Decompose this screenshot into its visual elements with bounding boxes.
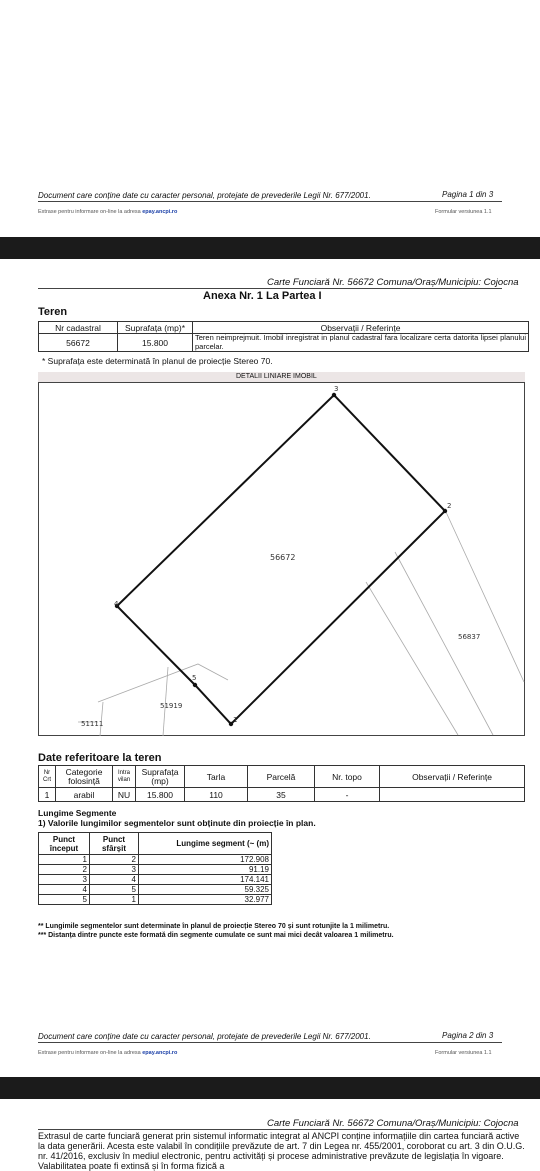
segment-start: 4 [39, 885, 90, 895]
vertex-label-4: 4 [114, 600, 119, 608]
page2-header-rule [38, 288, 502, 289]
segment-length: 32.977 [139, 895, 272, 905]
teren-header-suprafata: Suprafața (mp)* [118, 322, 193, 334]
date-header-tarla: Tarla [185, 766, 248, 788]
segment-end: 3 [90, 865, 139, 875]
page1-footer-right: Pagina 1 din 3 [442, 190, 494, 199]
date-cell-intravilan: NU [113, 788, 136, 802]
table-row [39, 855, 272, 865]
vertex-label-2: 2 [447, 502, 452, 510]
note-segments-2: *** Distanța dintre puncte este formată din segmente cumulate ce sunt mai mici decât valoarea 1 milimetru. [38, 932, 394, 939]
date-cell-parcela: 35 [248, 788, 315, 802]
page1-footer-rule [38, 201, 502, 202]
segment-end: 5 [90, 885, 139, 895]
page1-footer-left: Document care conține date cu caracter personal, protejate de prevederile Legii Nr. 677/2001. [38, 191, 371, 200]
date-header-intravilan: Intra vilan [113, 766, 136, 788]
date-cell-suprafata: 15.800 [136, 788, 185, 802]
annex-title: Anexa Nr. 1 La Partea I [203, 290, 322, 302]
date-header-observatii: Observații / Referințe [380, 766, 525, 788]
sub-prefix: Extrase pentru informare on-line la adresa [38, 209, 143, 215]
teren-header-cadastral: Nr cadastral [39, 322, 118, 334]
page1-footer-sub [38, 209, 177, 215]
segment-start: 2 [39, 865, 90, 875]
date-cell-tarla: 110 [185, 788, 248, 802]
note-segments-1: ** Lungimile segmentelor sunt determinate în planul de proiecție Stereo 70 și sunt rotunjite la 1 milimetru. [38, 923, 390, 930]
page-separator-band [0, 237, 540, 259]
segment-end: 4 [90, 875, 139, 885]
vertex-label-5: 5 [192, 674, 197, 682]
date-header-nrcrt: Nr Crt [39, 766, 56, 788]
date-header-parcela: Parcelă [248, 766, 315, 788]
note-suprafata: * Suprafața este determinată în planul de proiecție Stereo 70. [42, 356, 273, 366]
page2-footer-left: Document care conține date cu caracter personal, protejate de prevederile Legii Nr. 677/2001. [38, 1032, 371, 1041]
epay-link[interactable]: epay.ancpi.ro [142, 209, 178, 215]
segments-header-end: Punct sfârșit [90, 833, 139, 855]
date-header-categorie: Categorie folosință [56, 766, 113, 788]
date-cell-categorie: arabil [56, 788, 113, 802]
vertex-label-3: 3 [334, 385, 339, 393]
table-row [39, 895, 272, 905]
segment-length: 172.908 [139, 855, 272, 865]
segment-length: 91.19 [139, 865, 272, 875]
segment-start: 5 [39, 895, 90, 905]
date-header-nrtopo: Nr. topo [315, 766, 380, 788]
neighbor-label-51919: 51919 [160, 702, 183, 710]
date-cell-nrcrt: 1 [39, 788, 56, 802]
table-row [39, 885, 272, 895]
teren-table [38, 321, 529, 352]
segment-length: 174.141 [139, 875, 272, 885]
page2-header: Carte Funciară Nr. 56672 Comuna/Oraș/Municipiu: Cojocna [267, 277, 519, 288]
page2-footer-sub [38, 1050, 177, 1056]
section-date-heading: Date referitoare la teren [38, 752, 162, 764]
date-cell-observatii [380, 788, 525, 802]
teren-cell-suprafata: 15.800 [118, 334, 193, 352]
map-title: DETALII LINIARE IMOBIL [236, 373, 317, 380]
teren-cell-observatii: Teren neimprejmuit. Imobil inregistrat in planul cadastral fara localizare certa datorita lipsei planului parcelar. [193, 334, 529, 352]
segments-header-length: Lungime segment (~ (m) [139, 833, 272, 855]
table-row [39, 875, 272, 885]
segment-start: 3 [39, 875, 90, 885]
section-teren-heading: Teren [38, 306, 68, 318]
page-separator-band-2 [0, 1077, 540, 1099]
segment-end: 2 [90, 855, 139, 865]
teren-header-observatii: Observații / Referințe [193, 322, 529, 334]
epay-link[interactable]: epay.ancpi.ro [142, 1050, 178, 1056]
segment-end: 1 [90, 895, 139, 905]
neighbor-label-51111: 51111 [81, 720, 104, 728]
page3-body-text: Extrasul de carte funciară generat prin sistemul informatic integrat al ANCPI conține informațiile din cartea funciară active la data generării. Acesta este valabil în condițiile prevăzute de art. 7 din Legea nr. 455/2001, coroborat cu art. 3 din O.U.G. nr. 41/2016, exclusiv în mediul electronic, pentru activități și procese administrative prevăzute de legislația în vigoare. Valabilitatea poate fi extinsă și în forma fizică a [38, 1131, 525, 1171]
page1-footer-version: Formular versiunea 1.1 [435, 209, 492, 215]
segment-start: 1 [39, 855, 90, 865]
date-header-suprafata: Suprafața (mp) [136, 766, 185, 788]
table-row [39, 865, 272, 875]
page3-header-rule [38, 1129, 502, 1130]
segments-title: Lungime Segmente [38, 808, 117, 818]
segment-length: 59.325 [139, 885, 272, 895]
segments-subtitle: 1) Valorile lungimilor segmentelor sunt obținute din proiecție în plan. [38, 818, 316, 828]
page2-footer-rule [38, 1042, 502, 1043]
parcel-label: 56672 [270, 553, 296, 562]
sub-prefix: Extrase pentru informare on-line la adresa [38, 1050, 143, 1056]
vertex-5 [193, 683, 197, 687]
page3-header: Carte Funciară Nr. 56672 Comuna/Oraș/Municipiu: Cojocna [267, 1118, 519, 1129]
date-cell-nrtopo: - [315, 788, 380, 802]
page2-footer-right: Pagina 2 din 3 [442, 1031, 494, 1040]
date-table [38, 765, 525, 802]
parcel-map [38, 382, 525, 736]
teren-cell-cadastral: 56672 [39, 334, 118, 352]
page2-footer-version: Formular versiunea 1.1 [435, 1050, 492, 1056]
vertex-label-1: 1 [233, 716, 238, 724]
segments-header-start: Punct început [39, 833, 90, 855]
segments-table [38, 832, 272, 905]
neighbor-label-56837: 56837 [458, 633, 481, 641]
vertex-3 [332, 393, 336, 397]
